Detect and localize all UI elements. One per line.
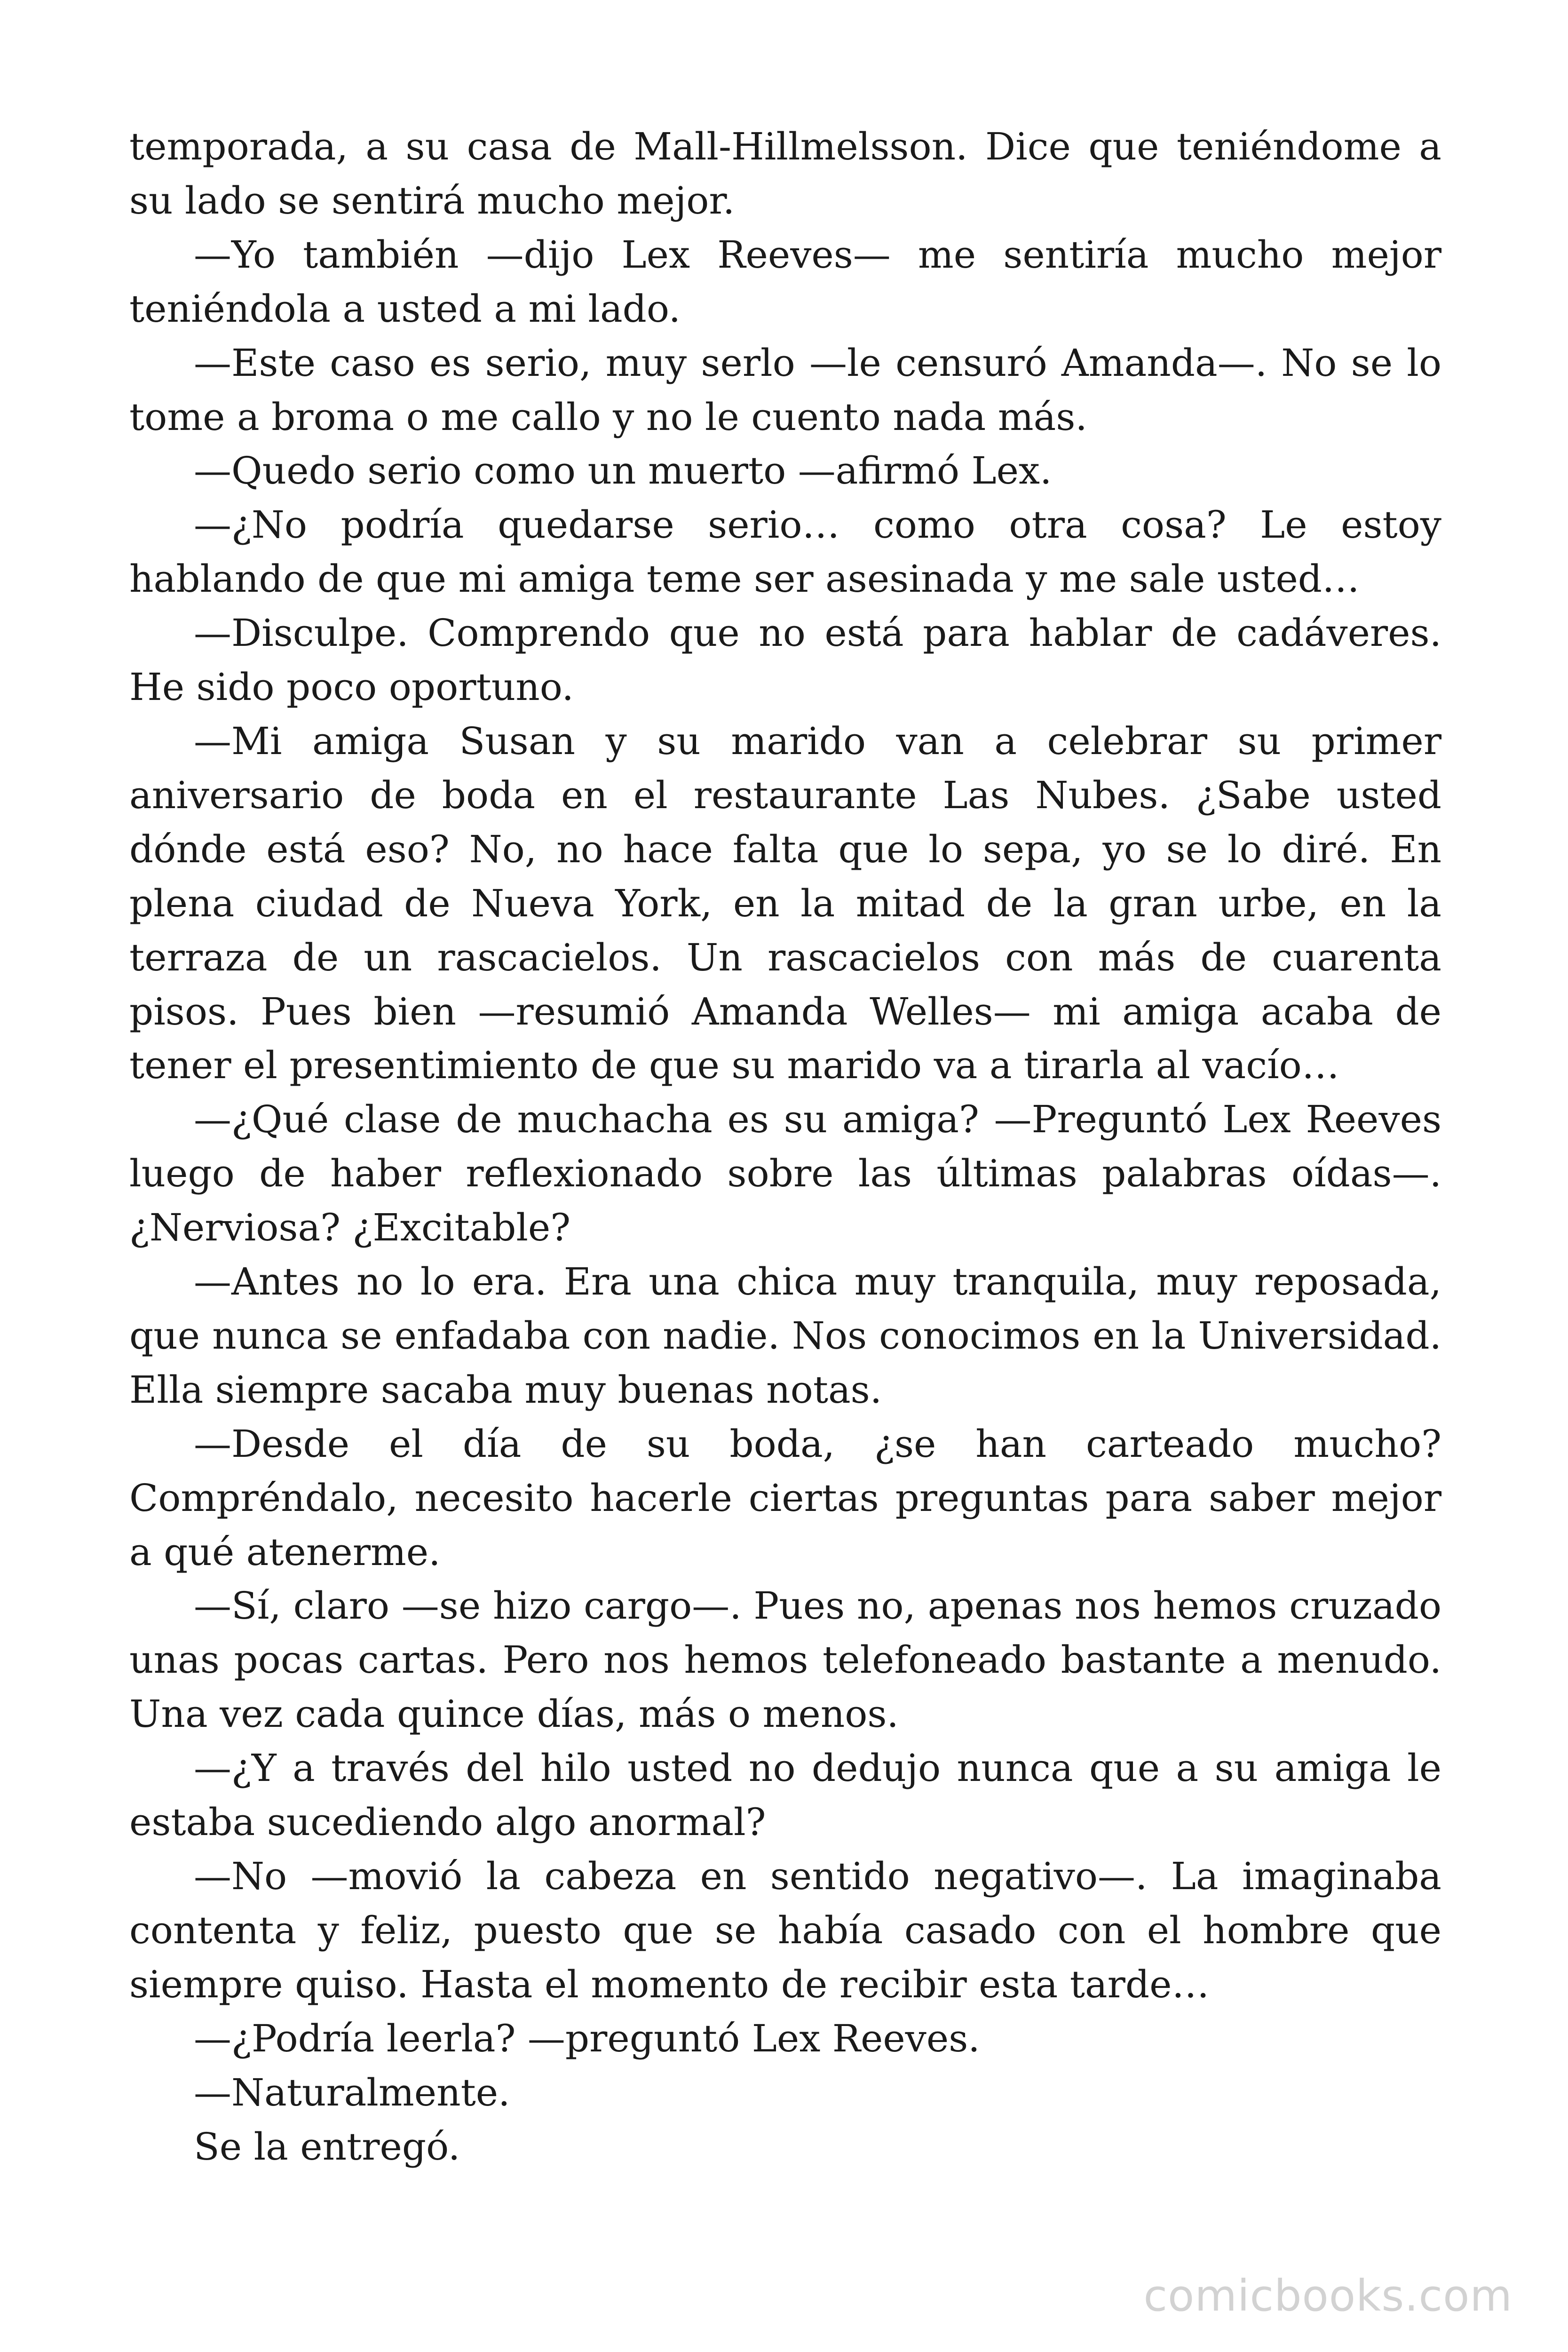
- paragraph: —¿Podría leerla? —preguntó Lex Reeves.: [194, 2016, 980, 2060]
- paragraph: —¿Qué clase de muchacha es su amiga? —Preguntó Lex Reeves luego de haber reflexionado sobre las últimas palabras oídas—. ¿Nerviosa? ¿Excitable?: [129, 1097, 1441, 1250]
- paragraph: —No —movió la cabeza en sentido negativo—. La imaginaba contenta y feliz, puesto que se había casado con el hombre que siempre quiso. Hasta el momento de recibir esta tarde…: [129, 1854, 1441, 2006]
- watermark: comicbooks.com: [1143, 2271, 1513, 2321]
- paragraph: —¿Y a través del hilo usted no dedujo nunca que a su amiga le estaba sucediendo algo anormal?: [129, 1746, 1441, 1844]
- paragraph: —¿No podría quedarse serio… como otra cosa? Le estoy hablando de que mi amiga teme ser asesinada y me sale usted…: [129, 503, 1441, 601]
- book-page-text: [129, 120, 1441, 2174]
- paragraph: —Mi amiga Susan y su marido van a celebrar su primer aniversario de boda en el restaurante Las Nubes. ¿Sabe usted dónde está eso? No, no hace falta que lo sepa, yo se lo diré. En plena ciudad de Nueva York, en la mitad de la gran urbe, en la terraza de un rascacielos. Un rascacielos con más de cuarenta pisos. Pues bien —resumió Amanda Welles— mi amiga acaba de tener el presentimiento de que su marido va a tirarla al vacío…: [129, 719, 1441, 1088]
- paragraph: —Naturalmente.: [194, 2070, 510, 2114]
- paragraph: Se la entregó.: [194, 2124, 460, 2169]
- paragraph: —Desde el día de su boda, ¿se han carteado mucho? Compréndalo, necesito hacerle ciertas preguntas para saber mejor a qué atenerme.: [129, 1422, 1441, 1574]
- paragraph: —Este caso es serio, muy serlo —le censuró Amanda—. No se lo tome a broma o me callo y no le cuento nada más.: [129, 341, 1441, 439]
- paragraph: —Yo también —dijo Lex Reeves— me sentiría mucho mejor teniéndola a usted a mi lado.: [129, 232, 1441, 331]
- paragraph: —Antes no lo era. Era una chica muy tranquila, muy reposada, que nunca se enfadaba con nadie. Nos conocimos en la Universidad. Ella siempre sacaba muy buenas notas.: [129, 1260, 1441, 1412]
- paragraph: —Sí, claro —se hizo cargo—. Pues no, apenas nos hemos cruzado unas pocas cartas. Pero nos hemos telefoneado bastante a menudo. Una vez cada quince días, más o menos.: [129, 1584, 1441, 1736]
- paragraph: —Quedo serio como un muerto —afirmó Lex.: [194, 449, 1052, 493]
- paragraph: —Disculpe. Comprendo que no está para hablar de cadáveres. He sido poco oportuno.: [129, 611, 1441, 709]
- paragraph-continuation: temporada, a su casa de Mall-Hillmelsson. Dice que teniéndome a su lado se sentirá mucho mejor.: [129, 125, 1441, 222]
